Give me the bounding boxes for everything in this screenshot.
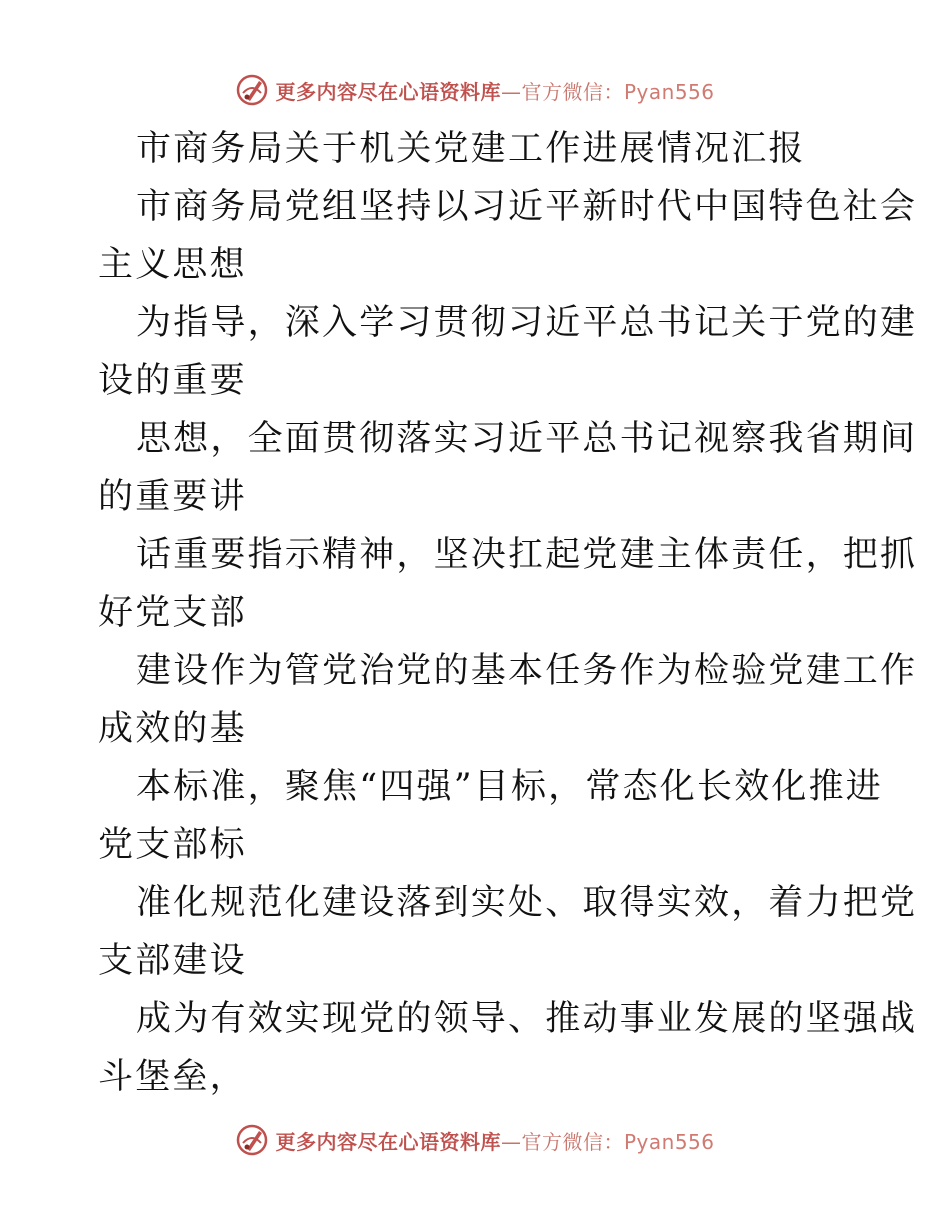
document-body — [98, 120, 918, 1106]
paragraph-line: 为指导，深入学习贯彻习近平总书记关于党的建 — [136, 303, 918, 343]
paragraph-line: 准化规范化建设落到实处、取得实效，着力把党 — [136, 883, 918, 923]
watermark-main-text: 更多内容尽在心语资料库 — [275, 1129, 501, 1154]
paragraph-line: 的重要讲 — [98, 477, 247, 517]
watermark-sub-text: —官方微信： — [500, 79, 624, 104]
watermark-wechat-id: Pyan556 — [623, 1129, 715, 1154]
paragraph-line: 支部建设 — [98, 941, 247, 981]
paragraph-line: 建设作为管党治党的基本任务作为检验党建工作 — [136, 651, 918, 691]
document-title: 市商务局关于机关党建工作进展情况汇报 — [136, 129, 806, 169]
header-watermark — [0, 70, 950, 110]
paragraph-line: 设的重要 — [98, 361, 247, 401]
watermark-text — [275, 76, 714, 105]
paragraph-line: 成为有效实现党的领导、推动事业发展的坚强战 — [136, 999, 918, 1039]
paragraph-line: 主义思想 — [98, 245, 247, 285]
paragraph-line: 斗堡垒， — [98, 1057, 247, 1097]
paragraph-line: 党支部标 — [98, 825, 247, 865]
footer-watermark — [0, 1120, 950, 1160]
watermark-text — [275, 1126, 714, 1155]
watermark-wechat-id: Pyan556 — [623, 79, 715, 104]
pen-book-logo-icon — [235, 1123, 269, 1157]
paragraph-line: 成效的基 — [98, 709, 247, 749]
pen-book-logo-icon — [235, 73, 269, 107]
paragraph-line: 好党支部 — [98, 593, 247, 633]
paragraph-line: 市商务局党组坚持以习近平新时代中国特色社会 — [136, 187, 918, 227]
paragraph-line: 话重要指示精神，坚决扛起党建主体责任，把抓 — [136, 535, 918, 575]
paragraph-line: 思想，全面贯彻落实习近平总书记视察我省期间 — [136, 419, 918, 459]
watermark-sub-text: —官方微信： — [500, 1129, 624, 1154]
paragraph-line: 本标准，聚焦“四强”目标，常态化长效化推进 — [136, 767, 883, 807]
watermark-main-text: 更多内容尽在心语资料库 — [275, 79, 501, 104]
